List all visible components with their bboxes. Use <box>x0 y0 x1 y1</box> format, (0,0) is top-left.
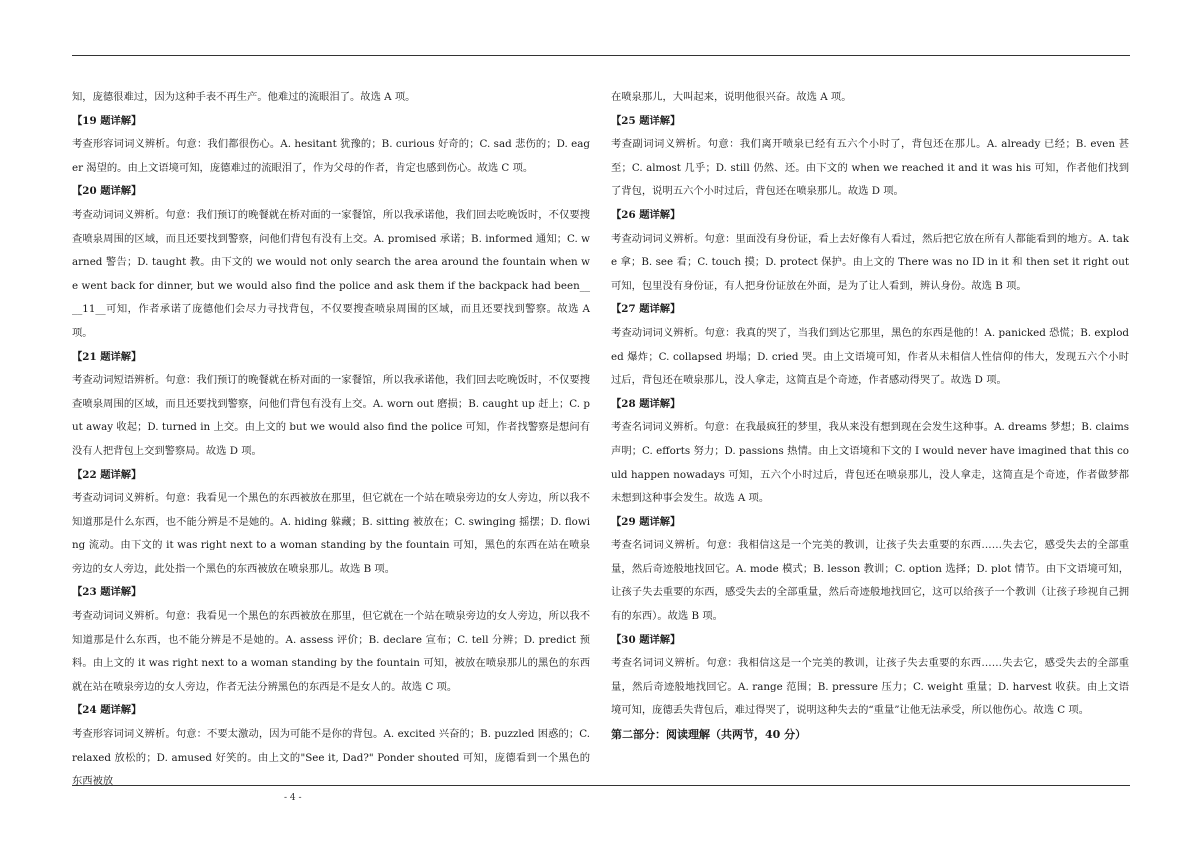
question-heading: 【28 题详解】 <box>611 397 681 410</box>
explanation-paragraph: 考查形容词词义辨析。句意：我们都很伤心。A. hesitant 犹豫的；B. curious 好奇的；C. sad 悲伤的；D. eager 渴望的。由上文语境可知，庞德难过的流眼泪了，作为父母的作者，肯定也感到伤心。故选 C 项。 <box>72 138 590 174</box>
header-rule <box>72 55 1130 56</box>
explanation-paragraph: 考查动词词义辨析。句意：我们预订的晚餐就在桥对面的一家餐馆，所以我承诺他，我们回去吃晚饭时，不仅要搜查喷泉周围的区域，而且还要找到警察，问他们背包有没有上交。A. promised 承诺；B. informed 通知；C. warned 警告；D. taught 教。由下文的 we would not only search the area around the fountain when we went back for dinner, but we would also find the police and ask them if the backpack had been____11__可知，作者承诺了庞德他们会尽力寻找背包，不仅要搜查喷泉周围的区域，而且还要找到警察。故选 A 项。 <box>72 208 590 339</box>
question-heading: 【27 题详解】 <box>611 303 681 316</box>
footer-rule <box>72 785 1130 786</box>
explanation-paragraph: 考查动词词义辨析。句意：里面没有身份证，看上去好像有人看过，然后把它放在所有人都能看到的地方。A. take 拿；B. see 看；C. touch 摸；D. protect 保护。由上文的 There was no ID in it 和 then set it right out 可知，包里没有身份证，有人把身份证放在外面，是为了让人看到，辨认身份。故选 B 项。 <box>611 232 1129 292</box>
question-heading: 【22 题详解】 <box>72 468 142 481</box>
question-heading: 【21 题详解】 <box>72 350 142 363</box>
explanation-paragraph: 在喷泉那儿，大叫起来，说明他很兴奋。故选 A 项。 <box>611 91 852 103</box>
explanation-paragraph: 考查名词词义辨析。句意：在我最疯狂的梦里，我从来没有想到现在会发生这种事。A. dreams 梦想；B. claims 声明；C. efforts 努力；D. passions 热情。由上文语境和下文的 I would never have imagined that this could happen nowadays 可知，五六个小时过后，背包还在喷泉那儿，没人拿走，这简直是个奇迹，作者做梦都未想到这种事会发生。故选 A 项。 <box>611 421 1129 505</box>
page-number: - 4 - <box>284 793 302 803</box>
explanation-paragraph: 考查形容词词义辨析。句意：不要太激动，因为可能不是你的背包。A. excited 兴奋的；B. puzzled 困惑的；C. relaxed 放松的；D. amused 好笑的。由上文的"See it, Dad?" Ponder shouted 可知，庞德看到一个黑色的东西被放 <box>72 728 590 788</box>
question-heading: 【30 题详解】 <box>611 633 681 646</box>
question-heading: 【29 题详解】 <box>611 515 681 528</box>
left-column <box>72 86 590 794</box>
question-heading: 【19 题详解】 <box>72 114 142 127</box>
explanation-paragraph: 考查动词词义辨析。句意：我真的哭了，当我们到达它那里，黑色的东西是他的！A. panicked 恐慌；B. exploded 爆炸；C. collapsed 坍塌；D. cried 哭。由上文语境可知，作者从未相信人性信仰的伟大，发现五六个小时过后，背包还在喷泉那儿，没人拿走，这简直是个奇迹，作者感动得哭了。故选 D 项。 <box>611 326 1129 387</box>
explanation-paragraph: 考查名词词义辨析。句意：我相信这是一个完美的教训，让孩子失去重要的东西……失去它，感受失去的全部重量，然后奇迹般地找回它。A. range 范围；B. pressure 压力；C. weight 重量；D. harvest 收获。由上文语境可知，庞德丢失背包后，难过得哭了，说明这种失去的“重量”让他无法承受，所以他伤心。故选 C 项。 <box>611 657 1129 717</box>
explanation-paragraph: 考查动词词义辨析。句意：我看见一个黑色的东西被放在那里，但它就在一个站在喷泉旁边的女人旁边，所以我不知道那是什么东西，也不能分辨是不是她的。A. assess 评价；B. declare 宣布；C. tell 分辨；D. predict 预料。由上文的 it was right next to a woman standing by the fountain 可知，被放在喷泉那儿的黑色的东西就在站在喷泉旁边的女人旁边，作者无法分辨黑色的东西是不是女人的。故选 C 项。 <box>72 610 590 693</box>
explanation-paragraph: 知，庞德很难过，因为这种手表不再生产。他难过的流眼泪了。故选 A 项。 <box>72 91 416 103</box>
explanation-paragraph: 考查副词词义辨析。句意：我们离开喷泉已经有五六个小时了，背包还在那儿。A. already 已经；B. even 甚至；C. almost 几乎；D. still 仍然、还。由下文的 when we reached it and it was his 可知，作者他们找到了背包，说明五六个小时过后，背包还在喷泉那儿。故选 D 项。 <box>611 138 1129 198</box>
section-heading: 第二部分：阅读理解（共两节，40 分） <box>611 728 807 742</box>
question-heading: 【24 题详解】 <box>72 704 142 717</box>
question-heading: 【26 题详解】 <box>611 208 681 221</box>
question-heading: 【25 题详解】 <box>611 114 681 127</box>
right-column <box>611 86 1129 747</box>
explanation-paragraph: 考查名词词义辨析。句意：我相信这是一个完美的教训，让孩子失去重要的东西……失去它，感受失去的全部重量，然后奇迹般地找回它。A. mode 模式；B. lesson 教训；C. option 选择；D. plot 情节。由下文语境可知，让孩子失去重要的东西，感受失去的全部重量，然后奇迹般地找回它，这可以给孩子一个教训（让孩子珍视自己拥有的东西）。故选 B 项。 <box>611 539 1129 623</box>
question-heading: 【20 题详解】 <box>72 185 142 198</box>
question-heading: 【23 题详解】 <box>72 586 142 599</box>
explanation-paragraph: 考查动词短语辨析。句意：我们预订的晚餐就在桥对面的一家餐馆，所以我承诺他，我们回去吃晚饭时，不仅要搜查喷泉周围的区域，而且还要找到警察，问他们背包有没有上交。A. worn out 磨损；B. caught up 赶上；C. put away 收起；D. turned in 上交。由上文的 but we would also find the police 可知，作者找警察是想问有没有人把背包上交到警察局。故选 D 项。 <box>72 374 590 457</box>
explanation-paragraph: 考查动词词义辨析。句意：我看见一个黑色的东西被放在那里，但它就在一个站在喷泉旁边的女人旁边，所以我不知道那是什么东西，也不能分辨是不是她的。A. hiding 躲藏；B. sitting 被放在；C. swinging 摇摆；D. flowing 流动。由下文的 it was right next to a woman standing by the fountain 可知，黑色的东西在站在喷泉旁边的女人旁边，此处指一个黑色的东西被放在喷泉那儿。故选 B 项。 <box>72 492 590 575</box>
